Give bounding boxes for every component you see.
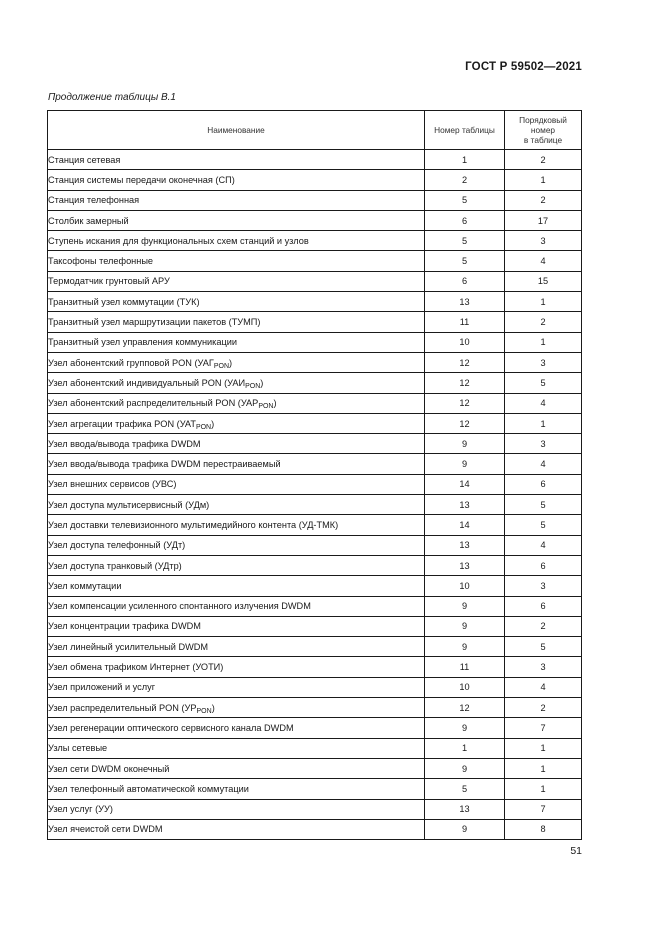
row-name: Станция системы передачи оконечная (СП) [48, 174, 235, 185]
row-name: Узел абонентский групповой PON (УАГ [48, 357, 214, 368]
row-table-number: 1 [425, 738, 505, 758]
table-row [48, 271, 582, 291]
row-name-cell [48, 555, 425, 575]
index-table [47, 110, 582, 840]
row-name-cell [48, 779, 425, 799]
row-name-cell [48, 352, 425, 372]
row-order-number: 3 [505, 231, 582, 251]
row-table-number: 10 [425, 576, 505, 596]
row-name-suffix: ) [260, 377, 264, 388]
table-row [48, 799, 582, 819]
row-name-suffix: ) [211, 418, 215, 429]
row-order-number: 2 [505, 616, 582, 636]
page-number: 51 [570, 845, 582, 857]
row-table-number: 9 [425, 434, 505, 454]
row-name-cell [48, 312, 425, 332]
row-order-number: 15 [505, 271, 582, 291]
table-row [48, 677, 582, 697]
row-name-cell [48, 738, 425, 758]
table-row [48, 495, 582, 515]
table-row [48, 352, 582, 372]
row-name-suffix: ) [211, 702, 215, 713]
table-row [48, 698, 582, 718]
table-header-row [48, 111, 582, 150]
row-table-number: 2 [425, 170, 505, 190]
table-row [48, 393, 582, 413]
row-table-number: 9 [425, 758, 505, 778]
row-table-number: 12 [425, 698, 505, 718]
row-name-cell [48, 819, 425, 839]
row-name-subscript: PON [258, 403, 274, 411]
table-row [48, 413, 582, 433]
row-name-cell [48, 576, 425, 596]
row-order-number: 4 [505, 677, 582, 697]
table-row [48, 150, 582, 170]
row-order-number: 5 [505, 373, 582, 393]
table-row [48, 535, 582, 555]
table-row [48, 210, 582, 230]
row-order-number: 6 [505, 596, 582, 616]
row-name-cell [48, 535, 425, 555]
table-row [48, 434, 582, 454]
row-name-subscript: PON [245, 382, 261, 390]
row-name: Узел доступа транковый (УДтр) [48, 560, 182, 571]
row-name-cell [48, 210, 425, 230]
row-order-number: 2 [505, 150, 582, 170]
row-name-cell [48, 637, 425, 657]
row-name-cell [48, 434, 425, 454]
row-name: Узел сети DWDM оконечный [48, 763, 170, 774]
row-table-number: 5 [425, 779, 505, 799]
row-name-subscript: PON [196, 707, 212, 715]
row-name-cell [48, 150, 425, 170]
table-row [48, 576, 582, 596]
row-name: Узел ячеистой сети DWDM [48, 824, 163, 835]
row-table-number: 11 [425, 657, 505, 677]
row-table-number: 9 [425, 616, 505, 636]
row-order-number: 1 [505, 170, 582, 190]
row-name-cell [48, 657, 425, 677]
row-name: Узел доставки телевизионного мультимедийного контента (УД-ТМК) [48, 519, 339, 530]
row-order-number: 1 [505, 292, 582, 312]
row-name: Узел телефонный автоматической коммутации [48, 783, 249, 794]
table-row [48, 190, 582, 210]
row-order-number: 6 [505, 555, 582, 575]
row-table-number: 6 [425, 271, 505, 291]
row-name-cell [48, 292, 425, 312]
row-name: Станция сетевая [48, 154, 121, 165]
row-table-number: 1 [425, 150, 505, 170]
table-row [48, 616, 582, 636]
row-name: Узел концентрации трафика DWDM [48, 621, 201, 632]
row-order-number: 5 [505, 495, 582, 515]
row-name-cell [48, 799, 425, 819]
row-name-cell [48, 616, 425, 636]
row-order-number: 3 [505, 576, 582, 596]
row-order-number: 4 [505, 251, 582, 271]
row-table-number: 9 [425, 819, 505, 839]
row-name-cell [48, 698, 425, 718]
row-table-number: 12 [425, 373, 505, 393]
row-order-number: 4 [505, 454, 582, 474]
row-name: Узел ввода/вывода трафика DWDM [48, 438, 201, 449]
header-table-number: Номер таблицы [425, 111, 505, 150]
row-table-number: 10 [425, 332, 505, 352]
row-order-number: 5 [505, 637, 582, 657]
row-name: Узел регенерации оптического сервисного канала DWDM [48, 722, 294, 733]
row-table-number: 12 [425, 413, 505, 433]
row-name: Узлы сетевые [48, 743, 108, 754]
row-name-cell [48, 271, 425, 291]
row-order-number: 1 [505, 738, 582, 758]
table-row [48, 251, 582, 271]
table-row [48, 779, 582, 799]
row-name: Станция телефонная [48, 195, 140, 206]
row-name-cell [48, 393, 425, 413]
table-row [48, 596, 582, 616]
row-order-number: 7 [505, 799, 582, 819]
row-order-number: 2 [505, 698, 582, 718]
row-order-number: 3 [505, 657, 582, 677]
table-row [48, 474, 582, 494]
row-order-number: 8 [505, 819, 582, 839]
table-row [48, 231, 582, 251]
row-order-number: 6 [505, 474, 582, 494]
row-table-number: 5 [425, 251, 505, 271]
row-table-number: 5 [425, 231, 505, 251]
row-name: Таксофоны телефонные [48, 256, 154, 267]
row-name-cell [48, 332, 425, 352]
row-name-cell [48, 474, 425, 494]
row-name: Узел коммутации [48, 580, 122, 591]
row-order-number: 1 [505, 332, 582, 352]
row-order-number: 7 [505, 718, 582, 738]
row-name: Узел агрегации трафика PON (УАТ [48, 418, 196, 429]
row-table-number: 10 [425, 677, 505, 697]
row-order-number: 1 [505, 413, 582, 433]
row-name: Узел линейный усилительный DWDM [48, 641, 209, 652]
row-name: Узел внешних сервисов (УВС) [48, 479, 177, 490]
table-row [48, 637, 582, 657]
row-table-number: 13 [425, 495, 505, 515]
row-name: Узел компенсации усиленного спонтанного излучения DWDM [48, 601, 311, 612]
row-name: Узел доступа мультисервисный (УДм) [48, 499, 210, 510]
row-table-number: 11 [425, 312, 505, 332]
row-name-cell [48, 718, 425, 738]
row-table-number: 14 [425, 515, 505, 535]
row-order-number: 1 [505, 758, 582, 778]
row-table-number: 13 [425, 799, 505, 819]
row-table-number: 13 [425, 292, 505, 312]
header-order-line2: номер [530, 125, 556, 135]
row-table-number: 13 [425, 535, 505, 555]
row-name-subscript: PON [213, 362, 230, 370]
document-code: ГОСТ Р 59502—2021 [465, 61, 582, 73]
table-row [48, 819, 582, 839]
table-row [48, 555, 582, 575]
table-row [48, 454, 582, 474]
row-name: Транзитный узел маршрутизации пакетов (ТУМП) [48, 317, 261, 328]
table-row [48, 170, 582, 190]
row-table-number: 5 [425, 190, 505, 210]
row-name: Узел приложений и услуг [48, 682, 156, 693]
table-row [48, 738, 582, 758]
row-name: Узел абонентский распределительный PON (УАР [48, 398, 259, 409]
table-row [48, 657, 582, 677]
row-name: Узел абонентский индивидуальный PON (УАИ [48, 377, 246, 388]
row-order-number: 2 [505, 190, 582, 210]
header-name: Наименование [48, 111, 425, 150]
row-order-number: 4 [505, 393, 582, 413]
row-name-cell [48, 231, 425, 251]
table-row [48, 332, 582, 352]
row-name: Узел доступа телефонный (УДт) [48, 540, 186, 551]
row-name: Транзитный узел управления коммуникации [48, 337, 238, 348]
table-body [48, 150, 582, 840]
table-row [48, 718, 582, 738]
row-name: Узел обмена трафиком Интернет (УОТИ) [48, 662, 224, 673]
row-name-cell [48, 495, 425, 515]
row-name-cell [48, 596, 425, 616]
row-name: Узел распределительный PON (УР [48, 702, 197, 713]
table-row [48, 312, 582, 332]
row-order-number: 4 [505, 535, 582, 555]
row-table-number: 12 [425, 352, 505, 372]
row-table-number: 6 [425, 210, 505, 230]
row-name-cell [48, 251, 425, 271]
row-name-suffix: ) [229, 357, 233, 368]
row-name: Термодатчик грунтовый АРУ [48, 276, 170, 287]
row-order-number: 1 [505, 779, 582, 799]
row-table-number: 9 [425, 596, 505, 616]
row-name-subscript: PON [195, 423, 212, 431]
header-order-line3: в таблице [523, 135, 563, 145]
row-table-number: 13 [425, 555, 505, 575]
table-row [48, 515, 582, 535]
row-name-suffix: ) [273, 398, 277, 409]
row-name: Ступень искания для функциональных схем станций и узлов [48, 235, 309, 246]
row-table-number: 9 [425, 454, 505, 474]
row-name: Узел ввода/вывода трафика DWDM перестраиваемый [48, 459, 281, 470]
row-order-number: 3 [505, 352, 582, 372]
row-name-cell [48, 454, 425, 474]
row-name: Транзитный узел коммутации (ТУК) [48, 296, 200, 307]
table-row [48, 292, 582, 312]
table-caption: Продолжение таблицы В.1 [48, 92, 176, 103]
header-order-number [505, 111, 582, 150]
row-name-cell [48, 758, 425, 778]
row-order-number: 3 [505, 434, 582, 454]
row-order-number: 2 [505, 312, 582, 332]
row-order-number: 5 [505, 515, 582, 535]
row-name-cell [48, 677, 425, 697]
header-order-line1: Порядковый [519, 115, 567, 125]
row-name: Узел услуг (УУ) [48, 804, 113, 815]
row-order-number: 17 [505, 210, 582, 230]
row-name-cell [48, 413, 425, 433]
table-row [48, 373, 582, 393]
row-name-cell [48, 373, 425, 393]
row-table-number: 9 [425, 718, 505, 738]
row-table-number: 9 [425, 637, 505, 657]
row-table-number: 14 [425, 474, 505, 494]
row-name: Столбик замерный [48, 215, 129, 226]
row-name-cell [48, 170, 425, 190]
row-table-number: 12 [425, 393, 505, 413]
row-name-cell [48, 190, 425, 210]
table-row [48, 758, 582, 778]
row-name-cell [48, 515, 425, 535]
